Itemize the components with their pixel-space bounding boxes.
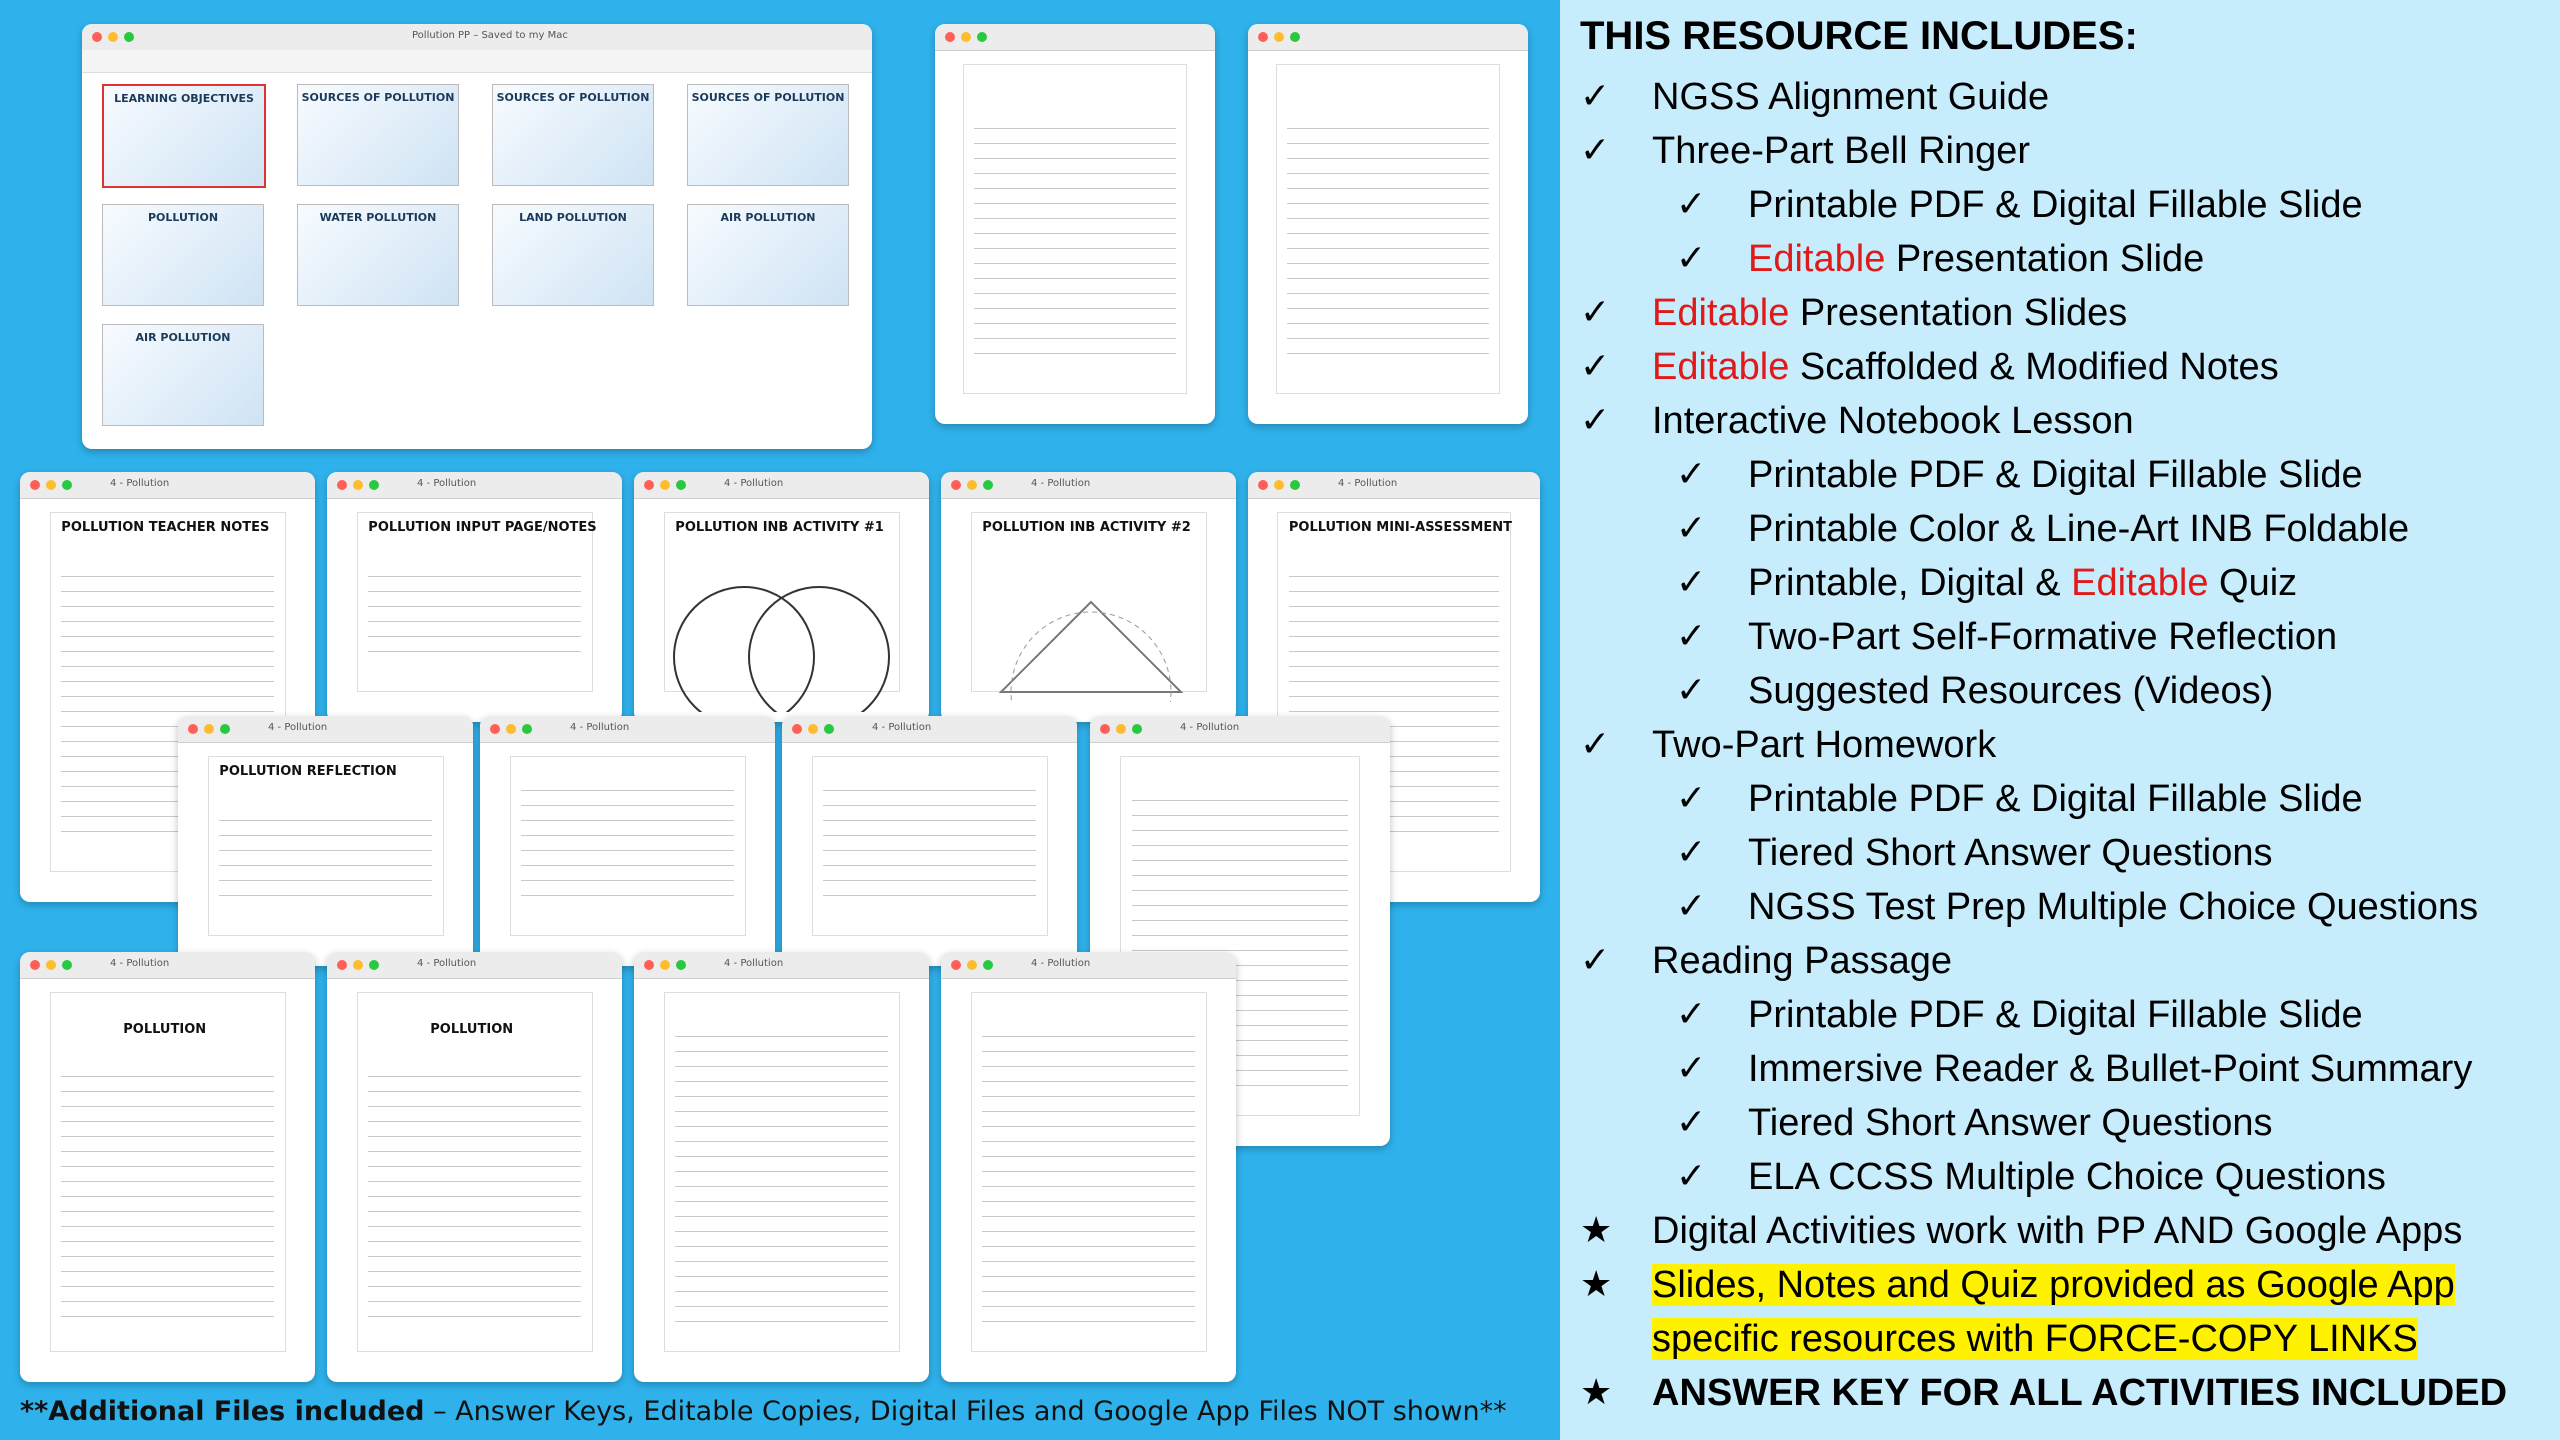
include-item: Tiered Short Answer Questions	[1748, 832, 2273, 874]
include-item: Printable, Digital & Editable Quiz	[1748, 562, 2298, 604]
checkmark-icon: ✓	[1676, 238, 1707, 279]
checkmark-icon: ✓	[1676, 1048, 1707, 1089]
checkmark-icon: ✓	[1580, 292, 1611, 333]
include-item: Tiered Short Answer Questions	[1748, 1102, 2273, 1144]
checkmark-icon: ✓	[1676, 562, 1707, 603]
include-item: NGSS Alignment Guide	[1652, 76, 2050, 118]
star-icon: ★	[1580, 1264, 1613, 1305]
include-item: Editable Scaffolded & Modified Notes	[1652, 346, 2279, 388]
slide-thumb[interactable]: SOURCES OF POLLUTION	[297, 84, 459, 186]
minimize-icon[interactable]	[108, 32, 118, 42]
include-item: Suggested Resources (Videos)	[1748, 670, 2274, 712]
checkmark-icon: ✓	[1676, 886, 1707, 927]
checkmark-icon: ✓	[1676, 184, 1707, 225]
close-icon[interactable]	[92, 32, 102, 42]
checkmark-icon: ✓	[1676, 1156, 1707, 1197]
doc-window: 4 - Pollution POLLUTION	[327, 952, 622, 1382]
title-bar	[82, 24, 872, 51]
ribbon	[82, 50, 872, 73]
include-item: Digital Activities work with PP AND Google Apps	[1652, 1210, 2463, 1252]
include-item: Printable PDF & Digital Fillable Slide	[1748, 778, 2363, 820]
doc-window: 4 - Pollution POLLUTION INB ACTIVITY #1	[634, 472, 929, 722]
checkmark-icon: ✓	[1676, 454, 1707, 495]
doc-window: 4 - Pollution POLLUTION REFLECTION	[178, 716, 473, 966]
include-item: specific resources with FORCE-COPY LINKS	[1652, 1318, 2418, 1360]
doc-window: 4 - Pollution	[782, 716, 1077, 966]
include-item: ELA CCSS Multiple Choice Questions	[1748, 1156, 2386, 1198]
include-item: Immersive Reader & Bullet-Point Summary	[1748, 1048, 2473, 1090]
include-item: Interactive Notebook Lesson	[1652, 400, 2134, 442]
include-item: Two-Part Homework	[1652, 724, 1997, 766]
checkmark-icon: ✓	[1676, 616, 1707, 657]
checkmark-icon: ✓	[1580, 400, 1611, 441]
foldable-diagram	[991, 592, 1191, 702]
venn-diagram	[664, 582, 899, 712]
checkmark-icon: ✓	[1676, 778, 1707, 819]
star-icon: ★	[1580, 1210, 1613, 1251]
doc-window: 4 - Pollution POLLUTION	[20, 952, 315, 1382]
checkmark-icon: ✓	[1676, 508, 1707, 549]
doc-window: 4 - Pollution POLLUTION TEACHER NOTES	[20, 472, 315, 902]
include-item: Reading Passage	[1652, 940, 1952, 982]
window-title: Pollution PP – Saved to my Mac	[412, 30, 568, 41]
checkmark-icon: ✓	[1676, 832, 1707, 873]
doc-window: 4 - Pollution POLLUTION INB ACTIVITY #2	[941, 472, 1236, 722]
includes-header: THIS RESOURCE INCLUDES:	[1580, 14, 2138, 58]
include-item: NGSS Test Prep Multiple Choice Questions	[1748, 886, 2479, 928]
include-item: Two-Part Self-Formative Reflection	[1748, 616, 2338, 658]
include-item: Editable Presentation Slides	[1652, 292, 2128, 334]
checkmark-icon: ✓	[1580, 940, 1611, 981]
doc-window: 4 - Pollution POLLUTION MINI-ASSESSMENT	[1248, 472, 1540, 902]
doc-window: 4 - Pollution POLLUTION INPUT PAGE/NOTES	[327, 472, 622, 722]
include-item: Printable PDF & Digital Fillable Slide	[1748, 184, 2363, 226]
checkmark-icon: ✓	[1676, 1102, 1707, 1143]
include-item: Editable Presentation Slide	[1748, 238, 2205, 280]
doc-window: 4 - Pollution	[1090, 716, 1390, 1146]
include-item: Printable PDF & Digital Fillable Slide	[1748, 454, 2363, 496]
include-item: Slides, Notes and Quiz provided as Google App	[1652, 1264, 2455, 1306]
word-window	[1248, 24, 1528, 424]
include-item: Three-Part Bell Ringer	[1652, 130, 2031, 172]
checkmark-icon: ✓	[1580, 724, 1611, 765]
doc-window: 4 - Pollution	[634, 952, 929, 1382]
slide-thumb[interactable]: LAND POLLUTION	[492, 204, 654, 306]
checkmark-icon: ✓	[1580, 346, 1611, 387]
slide-thumb[interactable]: WATER POLLUTION	[297, 204, 459, 306]
slide-thumb[interactable]: SOURCES OF POLLUTION	[492, 84, 654, 186]
slide-thumb[interactable]: SOURCES OF POLLUTION	[687, 84, 849, 186]
checkmark-icon: ✓	[1676, 670, 1707, 711]
checkmark-icon: ✓	[1580, 76, 1611, 117]
slide-thumb[interactable]: AIR POLLUTION	[687, 204, 849, 306]
checkmark-icon: ✓	[1580, 130, 1611, 171]
word-window	[935, 24, 1215, 424]
slide-thumb[interactable]: POLLUTION	[102, 204, 264, 306]
include-item: Printable Color & Line-Art INB Foldable	[1748, 508, 2410, 550]
include-item: ANSWER KEY FOR ALL ACTIVITIES INCLUDED	[1652, 1372, 2508, 1414]
maximize-icon[interactable]	[124, 32, 134, 42]
checkmark-icon: ✓	[1676, 994, 1707, 1035]
doc-window: 4 - Pollution	[941, 952, 1236, 1382]
additional-files-note: **Additional Files included – Answer Keys, Editable Copies, Digital Files and Google App Files NOT shown**	[20, 1396, 1507, 1427]
slide-thumb[interactable]: AIR POLLUTION	[102, 324, 264, 426]
star-icon: ★	[1580, 1372, 1613, 1413]
include-item: Printable PDF & Digital Fillable Slide	[1748, 994, 2363, 1036]
slide-thumb[interactable]: LEARNING OBJECTIVES	[102, 84, 266, 188]
doc-window: 4 - Pollution	[480, 716, 775, 966]
powerpoint-window	[82, 24, 872, 449]
